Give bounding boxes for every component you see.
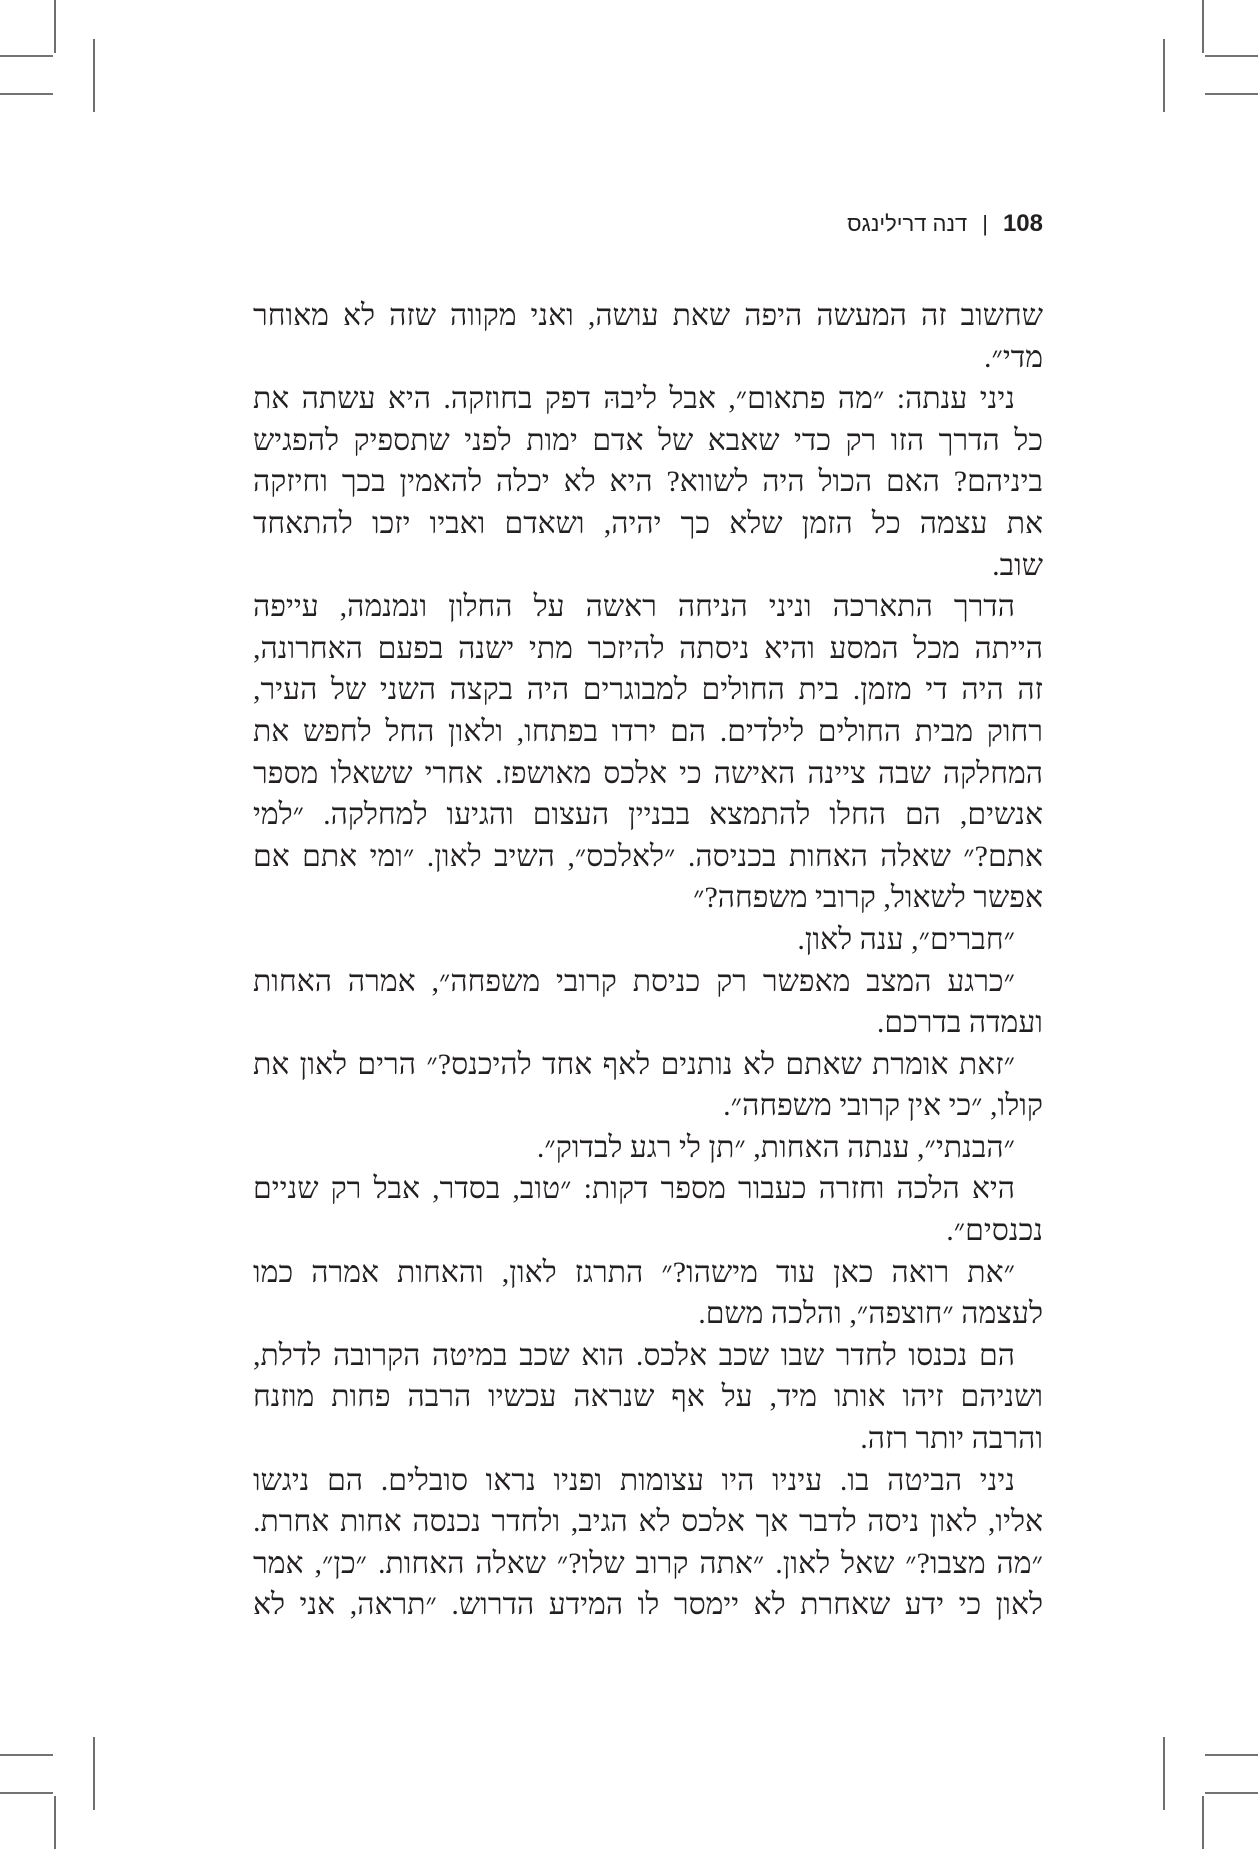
text-line: נכנסים״. — [946, 1214, 1043, 1248]
text-line: ניני הביטה בו. עיניו היו עצומות ופניו נראו סובלים. הם ניגשו — [253, 1463, 1015, 1497]
text-line: ושניהם זיהו אותו מיד, על אף שנראה עכשיו הרבה פחות מוזנח — [253, 1380, 1043, 1414]
text-line: שחשוב זה המעשה היפה שאת עושה, ואני מקווה שזה לא מאוחר — [253, 299, 1043, 332]
text-line: ״הבנתי״, ענתה האחות, ״תן לי רגע לבדוק״. — [536, 1130, 1015, 1164]
text-line: והרבה יותר רזה. — [860, 1422, 1043, 1456]
paragraph — [253, 919, 1043, 961]
text-line: הדרך התארכה וניני הניחה ראשה על החלון ונמנמה, עייפה — [253, 590, 1015, 624]
paragraph — [253, 378, 1043, 586]
text-line: מדי״. — [984, 340, 1043, 374]
text-line: ״כרגע המצב מאפשר רק כניסת קרובי משפחה״, אמרה האחות — [253, 964, 1015, 998]
paragraph — [253, 1252, 1043, 1335]
paragraph — [253, 586, 1043, 919]
paragraph — [253, 1044, 1043, 1127]
text-line: אפשר לשאול, קרובי משפחה?״ — [693, 881, 1043, 915]
text-line: אנשים, הם החלו להתמצא בבניין העצום והגיעו למחלקה. ״למי — [253, 798, 1043, 832]
text-line: ״חברים״, ענה לאון. — [797, 922, 1015, 956]
text-line: ״זאת אומרת שאתם לא נותנים לאף אחד להיכנס?״ הרים לאון את — [253, 1047, 1015, 1081]
text-line: ״את רואה כאן עוד מישהו?״ התרגז לאון, והאחות אמרה כמו — [253, 1255, 1015, 1289]
page-number: 108 — [1002, 210, 1043, 237]
paragraph — [253, 1335, 1043, 1460]
text-line: הם נכנסו לחדר שבו שכב אלכס. הוא שכב במיטה הקרובה לדלת, — [253, 1338, 1015, 1372]
paragraph — [253, 1127, 1043, 1169]
running-header — [847, 209, 1043, 239]
text-line: ניני ענתה: ״מה פתאום״, אבל ליבהּ דפק בחוזקה. היא עשתה את — [253, 382, 1015, 416]
paragraph — [253, 295, 1043, 378]
text-line: הייתה מכל המסע והיא ניסתה להיזכר מתי ישנה בפעם האחרונה, — [253, 631, 1043, 665]
text-line: כל הדרך הזו רק כדי שאבא של אדם ימות לפני שתספיק להפגיש — [253, 423, 1043, 457]
paragraph — [253, 1168, 1043, 1251]
body-text — [253, 295, 1043, 1626]
text-line: את עצמה כל הזמן שלא כך יהיה, ושאדם ואביו יזכו להתאחד — [253, 506, 1043, 540]
text-line: רחוק מבית החולים לילדים. הם ירדו בפתחו, ולאון החל לחפש את — [253, 714, 1043, 748]
text-line: לעצמה ״חוצפה״, והלכה משם. — [698, 1297, 1043, 1331]
text-line: המחלקה שבה ציינה האישה כי אלכס מאושפז. אחרי ששאלו מספר — [253, 756, 1043, 790]
author-name: דנה דרילינגס — [847, 211, 968, 236]
text-line: קולו, ״כי אין קרובי משפחה״. — [723, 1089, 1043, 1123]
paragraph — [253, 961, 1043, 1044]
text-line: ביניהם? האם הכול היה לשווא? היא לא יכלה להאמין בכך וחיזקה — [253, 465, 1043, 499]
text-line: שוב. — [992, 548, 1043, 582]
text-line: לאון כי ידע שאחרת לא יימסר לו המידע הדרוש. ״תראה, אני לא — [253, 1588, 1043, 1622]
text-line: ועמדה בדרכם. — [876, 1006, 1043, 1040]
header-separator: | — [982, 211, 988, 236]
text-line: זה היה די מזמן. בית החולים למבוגרים היה בקצה השני של העיר, — [253, 673, 1043, 707]
paragraph — [253, 1460, 1043, 1626]
text-line: היא הלכה וחזרה כעבור מספר דקות: ״טוב, בסדר, אבל רק שניים — [253, 1172, 1015, 1206]
text-line: ״מה מצבו?״ שאל לאון. ״אתה קרוב שלו?״ שאלה האחות. ״כן״, אמר — [253, 1546, 1043, 1580]
text-line: אליו, לאון ניסה לדבר אך אלכס לא הגיב, ולחדר נכנסה אחות אחרת. — [253, 1505, 1043, 1539]
text-line: אתם?״ שאלה האחות בכניסה. ״לאלכס״, השיב לאון. ״ומי אתם אם — [253, 839, 1043, 873]
